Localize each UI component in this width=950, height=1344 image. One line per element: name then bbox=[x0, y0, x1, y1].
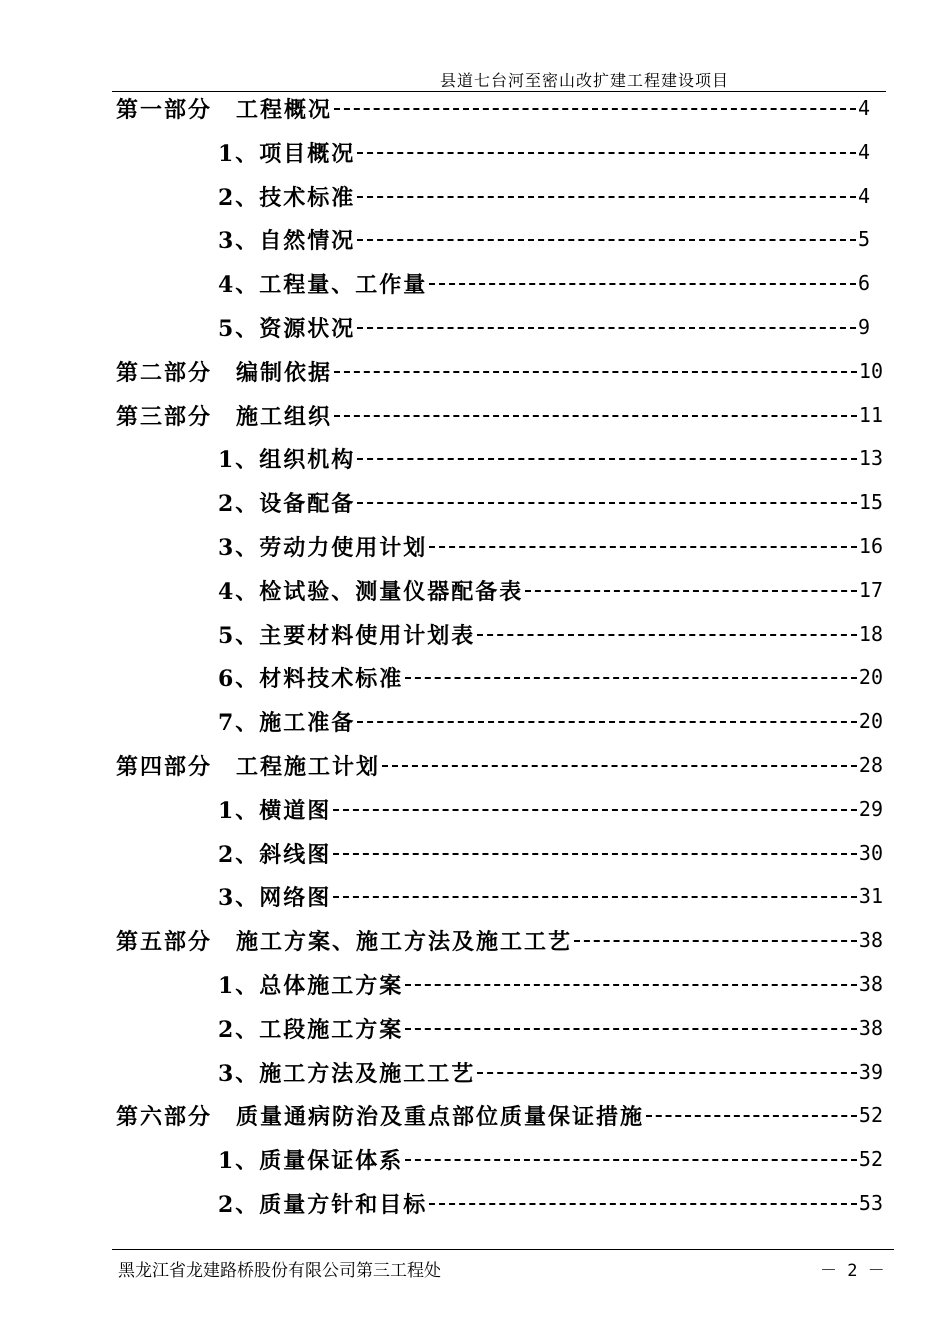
toc-section-number: 第三部分 bbox=[116, 403, 213, 430]
toc-page-number: 6 bbox=[857, 271, 870, 295]
toc-subsection-entry[interactable] bbox=[218, 575, 883, 605]
toc-section-number: 第一部分 bbox=[116, 96, 213, 123]
toc-section-entry[interactable] bbox=[116, 750, 883, 780]
toc-entry-title bbox=[116, 93, 332, 124]
toc-page-number: 11 bbox=[858, 403, 883, 427]
toc-page-number: 17 bbox=[858, 578, 883, 602]
toc-entry-title: 3、施工方法及施工工艺 bbox=[218, 1060, 476, 1087]
toc-subsection-entry[interactable] bbox=[218, 1057, 883, 1087]
toc-subsection-entry[interactable] bbox=[218, 1144, 883, 1174]
toc-leader-line bbox=[405, 677, 857, 679]
toc-leader-line bbox=[429, 283, 856, 285]
toc-leader-line bbox=[429, 546, 857, 548]
toc-entry-title bbox=[116, 1100, 644, 1131]
toc-page-number: 20 bbox=[858, 665, 883, 689]
toc-leader-line bbox=[382, 765, 857, 767]
toc-entry-title: 3、网络图 bbox=[218, 884, 332, 911]
toc-entry-title: 1、质量保证体系 bbox=[218, 1147, 404, 1174]
toc-page-number: 52 bbox=[858, 1103, 883, 1127]
toc-entry-title bbox=[116, 925, 572, 956]
toc-page-number: 13 bbox=[858, 446, 883, 470]
toc-entry-title: 2、质量方针和目标 bbox=[218, 1191, 428, 1218]
toc-page-number: 15 bbox=[858, 490, 883, 514]
toc-page-number: 31 bbox=[858, 884, 883, 908]
toc-page-number: 29 bbox=[858, 797, 883, 821]
running-header: 县道七台河至密山改扩建工程建设项目 bbox=[440, 71, 730, 90]
toc-section-entry[interactable] bbox=[116, 356, 883, 386]
toc-section-number: 第四部分 bbox=[116, 753, 213, 780]
toc-page-number: 38 bbox=[858, 1016, 883, 1040]
toc-subsection-entry[interactable] bbox=[218, 1188, 883, 1218]
toc-section-entry[interactable] bbox=[116, 1100, 883, 1130]
toc-subsection-entry[interactable] bbox=[218, 881, 883, 911]
toc-page-number: 30 bbox=[858, 841, 883, 865]
toc-entry-title bbox=[116, 356, 332, 387]
toc-subsection-entry[interactable] bbox=[218, 487, 883, 517]
toc-section-entry[interactable] bbox=[116, 400, 883, 430]
toc-leader-line bbox=[333, 809, 857, 811]
toc-entry-title: 1、总体施工方案 bbox=[218, 972, 404, 999]
toc-page-number: 4 bbox=[857, 96, 870, 120]
toc-page-number: 38 bbox=[858, 972, 883, 996]
toc-section-title: 工程施工计划 bbox=[236, 753, 381, 780]
toc-subsection-entry[interactable] bbox=[218, 969, 883, 999]
toc-entry-title: 6、材料技术标准 bbox=[218, 665, 404, 692]
toc-leader-line bbox=[357, 502, 857, 504]
toc-subsection-entry[interactable] bbox=[218, 706, 883, 736]
toc-leader-line bbox=[333, 896, 857, 898]
toc-leader-line bbox=[574, 940, 857, 942]
toc-subsection-entry[interactable] bbox=[218, 531, 883, 561]
toc-entry-title bbox=[116, 400, 332, 431]
footer-page-number: － 2 － bbox=[820, 1261, 885, 1281]
toc-subsection-entry[interactable] bbox=[218, 268, 870, 298]
toc-section-number: 第六部分 bbox=[116, 1103, 213, 1130]
toc-page-number: 20 bbox=[858, 709, 883, 733]
toc-leader-line bbox=[646, 1115, 857, 1117]
footer-company: 黑龙江省龙建路桥股份有限公司第三工程处 bbox=[118, 1261, 441, 1281]
toc-subsection-entry[interactable] bbox=[218, 794, 883, 824]
toc-section-title: 编制依据 bbox=[236, 359, 333, 386]
toc-subsection-entry[interactable] bbox=[218, 838, 883, 868]
toc-page-number: 10 bbox=[858, 359, 883, 383]
toc-page-number: 38 bbox=[858, 928, 883, 952]
toc-leader-line bbox=[333, 853, 857, 855]
toc-leader-line bbox=[429, 1203, 857, 1205]
toc-entry-title: 2、斜线图 bbox=[218, 841, 332, 868]
toc-leader-line bbox=[477, 634, 857, 636]
toc-leader-line bbox=[357, 327, 856, 329]
toc-section-entry[interactable] bbox=[116, 925, 883, 955]
toc-section-title: 质量通病防治及重点部位质量保证措施 bbox=[236, 1103, 645, 1130]
toc-page-number: 4 bbox=[857, 184, 870, 208]
footer-divider bbox=[112, 1249, 894, 1250]
toc-leader-line bbox=[525, 590, 857, 592]
toc-leader-line bbox=[357, 196, 856, 198]
toc-page-number: 28 bbox=[858, 753, 883, 777]
toc-page-number: 16 bbox=[858, 534, 883, 558]
toc-entry-title: 2、设备配备 bbox=[218, 490, 356, 517]
toc-subsection-entry[interactable] bbox=[218, 137, 870, 167]
toc-page-number: 4 bbox=[857, 140, 870, 164]
toc-leader-line bbox=[334, 371, 857, 373]
toc-page-number: 52 bbox=[858, 1147, 883, 1171]
toc-entry-title: 2、技术标准 bbox=[218, 184, 356, 211]
toc-entry-title: 4、检试验、测量仪器配备表 bbox=[218, 578, 524, 605]
toc-entry-title bbox=[116, 750, 380, 781]
toc-section-title: 工程概况 bbox=[236, 96, 333, 123]
toc-section-number: 第二部分 bbox=[116, 359, 213, 386]
toc-subsection-entry[interactable] bbox=[218, 224, 870, 254]
toc-entry-title: 5、主要材料使用计划表 bbox=[218, 622, 476, 649]
toc-subsection-entry[interactable] bbox=[218, 1013, 883, 1043]
toc-section-title: 施工组织 bbox=[236, 403, 333, 430]
toc-leader-line bbox=[357, 458, 857, 460]
toc-entry-title: 5、资源状况 bbox=[218, 315, 356, 342]
toc-entry-title: 1、项目概况 bbox=[218, 140, 356, 167]
toc-leader-line bbox=[477, 1072, 857, 1074]
toc-subsection-entry[interactable] bbox=[218, 181, 870, 211]
toc-entry-title: 1、横道图 bbox=[218, 797, 332, 824]
toc-leader-line bbox=[357, 239, 856, 241]
toc-entry-title: 3、劳动力使用计划 bbox=[218, 534, 428, 561]
toc-entry-title: 7、施工准备 bbox=[218, 709, 356, 736]
toc-page-number: 39 bbox=[858, 1060, 883, 1084]
toc-section-entry[interactable] bbox=[116, 93, 870, 123]
toc-leader-line bbox=[405, 1159, 857, 1161]
toc-leader-line bbox=[405, 984, 857, 986]
toc-leader-line bbox=[334, 415, 857, 417]
toc-page-number: 9 bbox=[857, 315, 870, 339]
toc-entry-title: 3、自然情况 bbox=[218, 227, 356, 254]
toc-leader-line bbox=[334, 108, 856, 110]
toc-subsection-entry[interactable] bbox=[218, 662, 883, 692]
toc-leader-line bbox=[405, 1028, 857, 1030]
toc-page-number: 18 bbox=[858, 622, 883, 646]
toc-subsection-entry[interactable] bbox=[218, 312, 870, 342]
toc-subsection-entry[interactable] bbox=[218, 443, 883, 473]
toc-leader-line bbox=[357, 152, 856, 154]
toc-leader-line bbox=[357, 721, 857, 723]
toc-page-number: 53 bbox=[858, 1191, 883, 1215]
toc-section-number: 第五部分 bbox=[116, 928, 213, 955]
toc-subsection-entry[interactable] bbox=[218, 619, 883, 649]
toc-entry-title: 1、组织机构 bbox=[218, 446, 356, 473]
toc-entry-title: 4、工程量、工作量 bbox=[218, 271, 428, 298]
toc-entry-title: 2、工段施工方案 bbox=[218, 1016, 404, 1043]
toc-page-number: 5 bbox=[857, 227, 870, 251]
toc-section-title: 施工方案、施工方法及施工工艺 bbox=[236, 928, 573, 955]
